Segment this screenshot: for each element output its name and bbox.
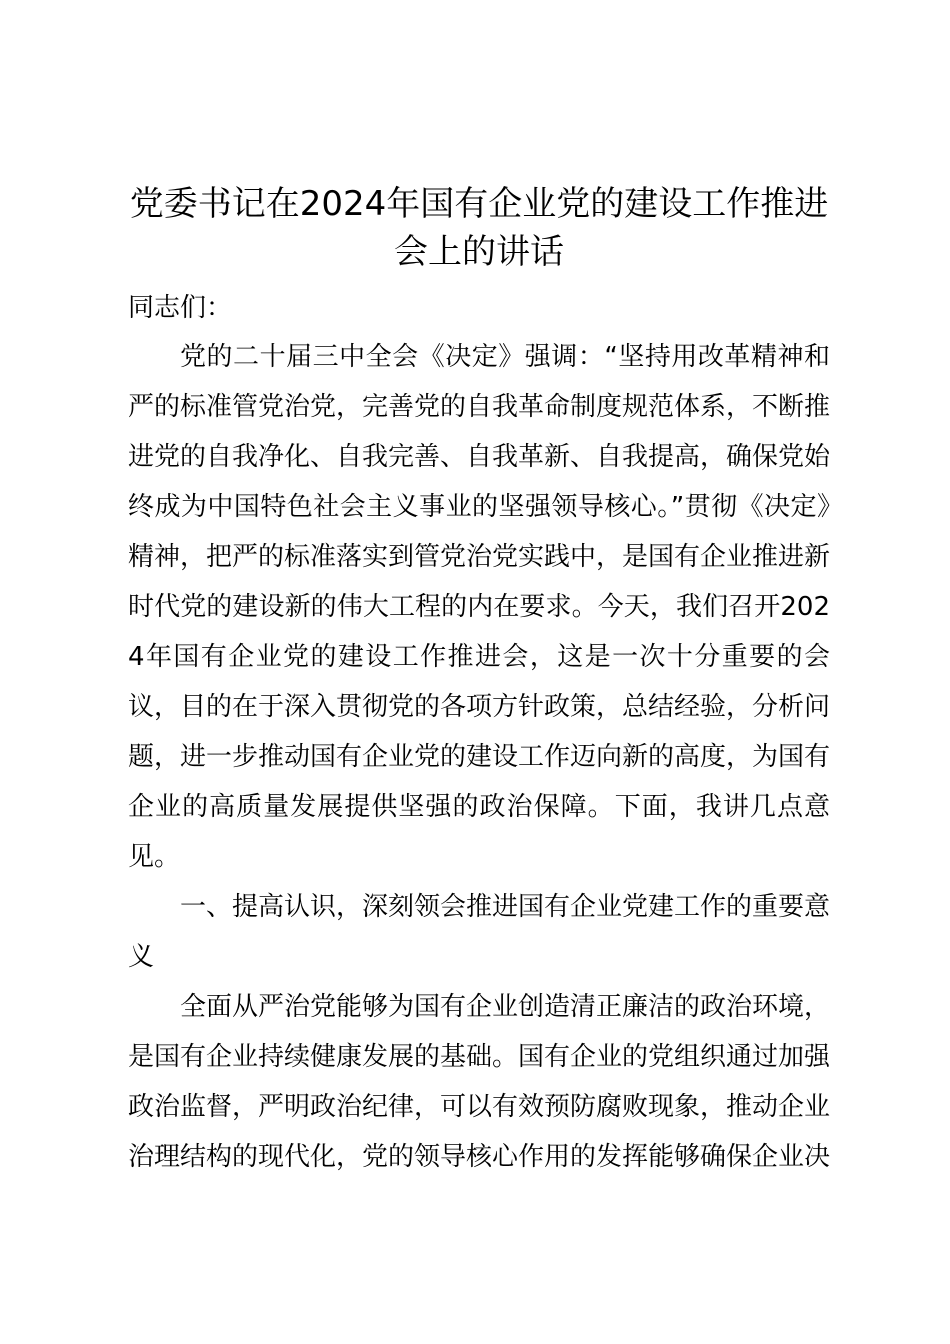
body-paragraph: 党的二十届三中全会《决定》强调：“坚持用改革精神和严的标准管党治党，完善党的自我革命制度规范体系，不断推进党的自我净化、自我完善、自我革新、自我提高，确保党始终成为中国特色社会主义事业的坚强领导核心。”贯彻《决定》精神，把严的标准落实到管党治党实践中，是国有企业推进新时代党的建设新的伟大工程的内在要求。今天，我们召开2024年国有企业党的建设工作推进会，这是一次十分重要的会议，目的在于深入贯彻党的各项方针政策，总结经验，分析问题，进一步推动国有企业党的建设工作迈向新的高度，为国有企业的高质量发展提供坚强的政治保障。下面，我讲几点意见。 bbox=[128, 342, 831, 872]
section-paragraph: 全面从严治党能够为国有企业创造清正廉洁的政治环境，是国有企业持续健康发展的基础。国有企业的党组织通过加强政治监督，严明政治纪律，可以有效预防腐败现象，推动企业治理结构的现代化，党的领导核心作用的发挥能够确保企业决 bbox=[128, 992, 831, 1172]
document-page bbox=[128, 180, 830, 1182]
document-title: 党委书记在2024年国有企业党的建设工作推进会上的讲话 bbox=[129, 184, 829, 272]
section-heading: 一、提高认识，深刻领会推进国有企业党建工作的重要意义 bbox=[128, 892, 831, 972]
salutation: 同志们： bbox=[128, 293, 233, 323]
